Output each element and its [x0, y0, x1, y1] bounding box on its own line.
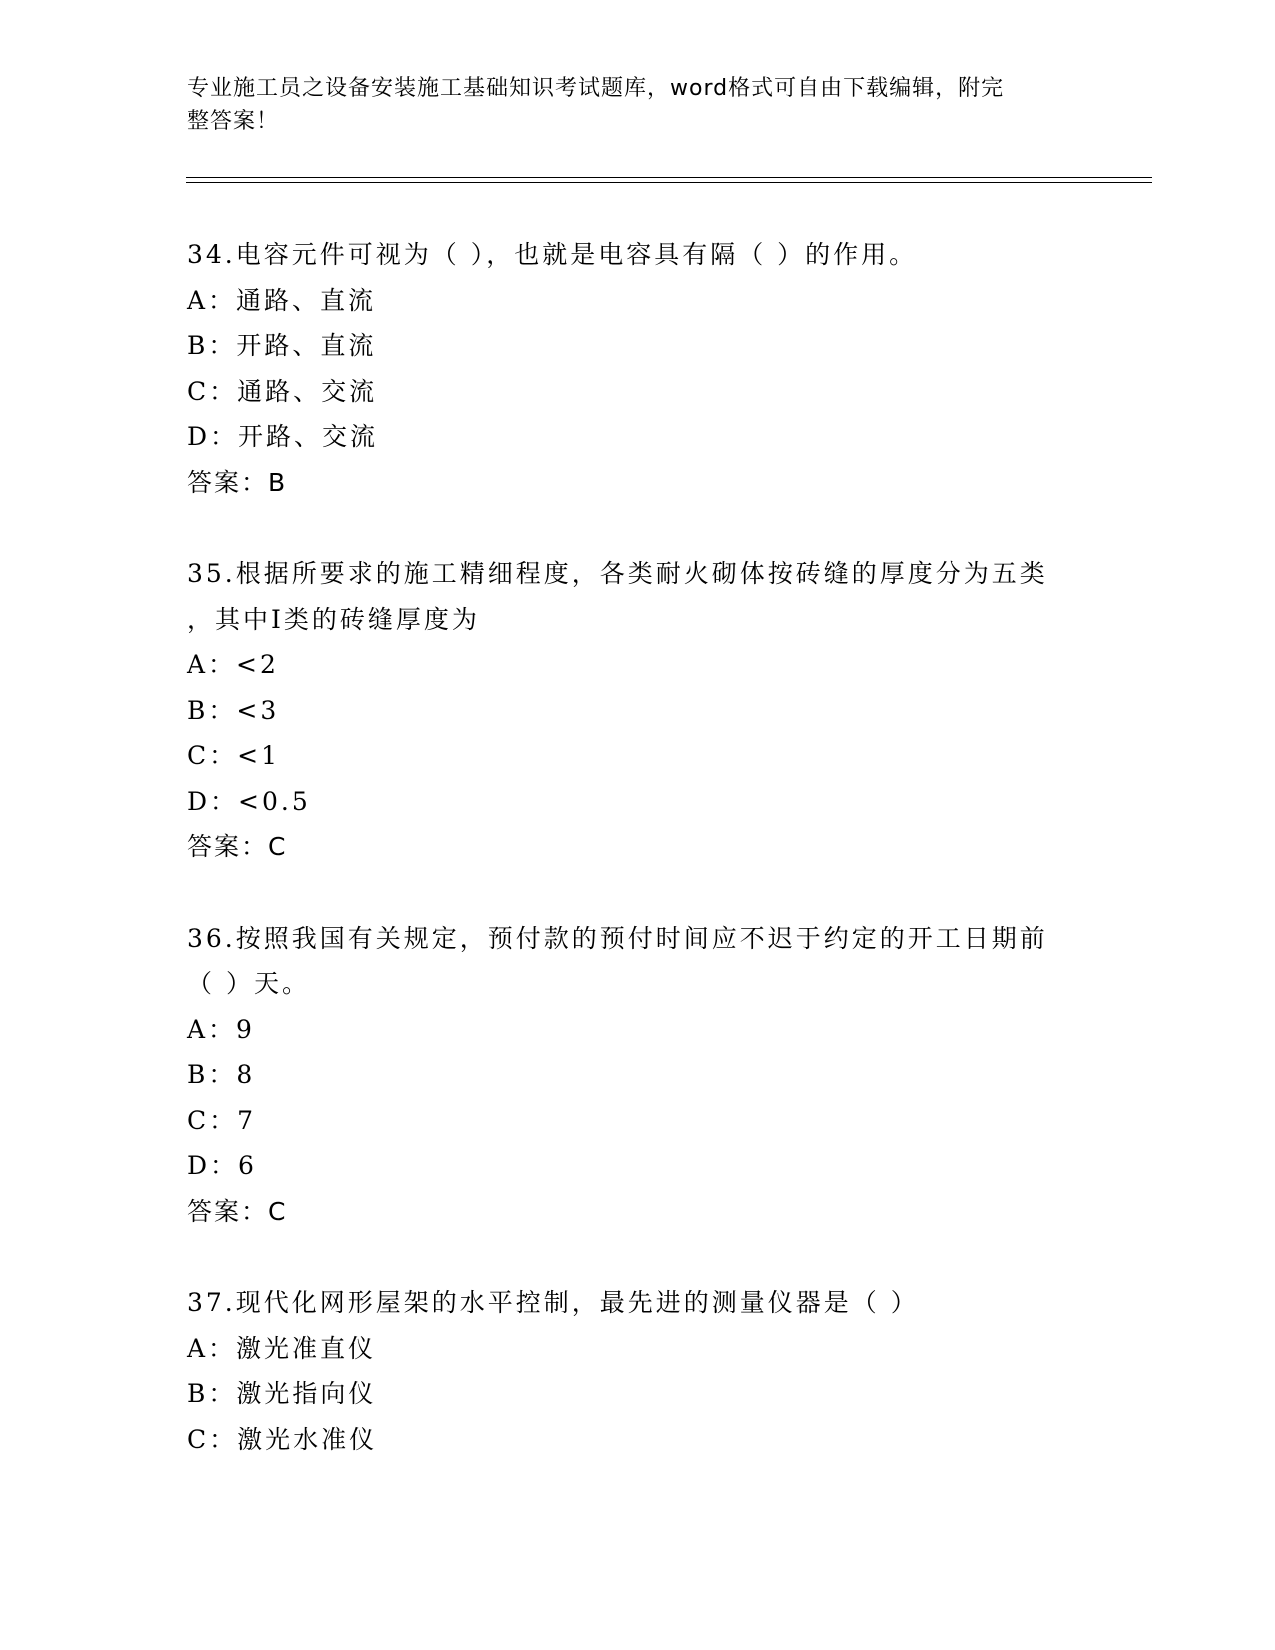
- option-a: A：激光准直仪: [187, 1333, 377, 1363]
- question-stem: 36.按照我国有关规定，预付款的预付时间应不迟于约定的开工日期前: [187, 923, 1048, 953]
- option-d: D：6: [187, 1151, 257, 1180]
- question-34: [187, 232, 1087, 505]
- question-stem: 35.根据所要求的施工精细程度，各类耐火砌体按砖缝的厚度分为五类: [187, 559, 1048, 588]
- option-c: C：通路、交流: [187, 376, 378, 406]
- header-divider-bottom: [186, 182, 1152, 183]
- header-line-2: 整答案！: [187, 109, 280, 134]
- document-header: [187, 72, 1067, 138]
- question-stem: 37.现代化网形屋架的水平控制，最先进的测量仪器是（ ）: [187, 1288, 919, 1317]
- option-b: B：<3: [187, 695, 280, 725]
- question-36: [187, 916, 1087, 1235]
- option-a: A：通路、直流: [187, 285, 377, 315]
- option-d: D：开路、交流: [187, 422, 379, 451]
- option-b: B：激光指向仪: [187, 1379, 377, 1408]
- option-d: D：<0.5: [187, 786, 311, 816]
- question-stem: 34.电容元件可视为（ ），也就是电容具有隔（ ）的作用。: [187, 240, 918, 269]
- option-c: C：激光水准仪: [187, 1424, 378, 1454]
- option-c: C：7: [187, 1105, 257, 1135]
- option-b: B：8: [187, 1060, 256, 1089]
- answer-label: 答案：C: [187, 1196, 288, 1226]
- option-a: A：9: [187, 1014, 255, 1044]
- option-c: C：<1: [187, 741, 280, 770]
- option-b: B：开路、直流: [187, 331, 377, 360]
- answer-label: 答案：C: [187, 832, 288, 861]
- header-line-1: 专业施工员之设备安装施工基础知识考试题库，word格式可自由下载编辑，附完: [187, 76, 1005, 101]
- question-35: [187, 551, 1087, 870]
- question-list: [187, 232, 1087, 1508]
- question-37: [187, 1280, 1087, 1462]
- question-stem-continued: ，其中Ⅰ类的砖缝厚度为: [187, 604, 480, 634]
- question-stem-continued: （ ）天。: [187, 969, 310, 998]
- option-a: A：<2: [187, 650, 279, 679]
- header-divider-top: [186, 177, 1152, 178]
- answer-label: 答案：B: [187, 467, 288, 497]
